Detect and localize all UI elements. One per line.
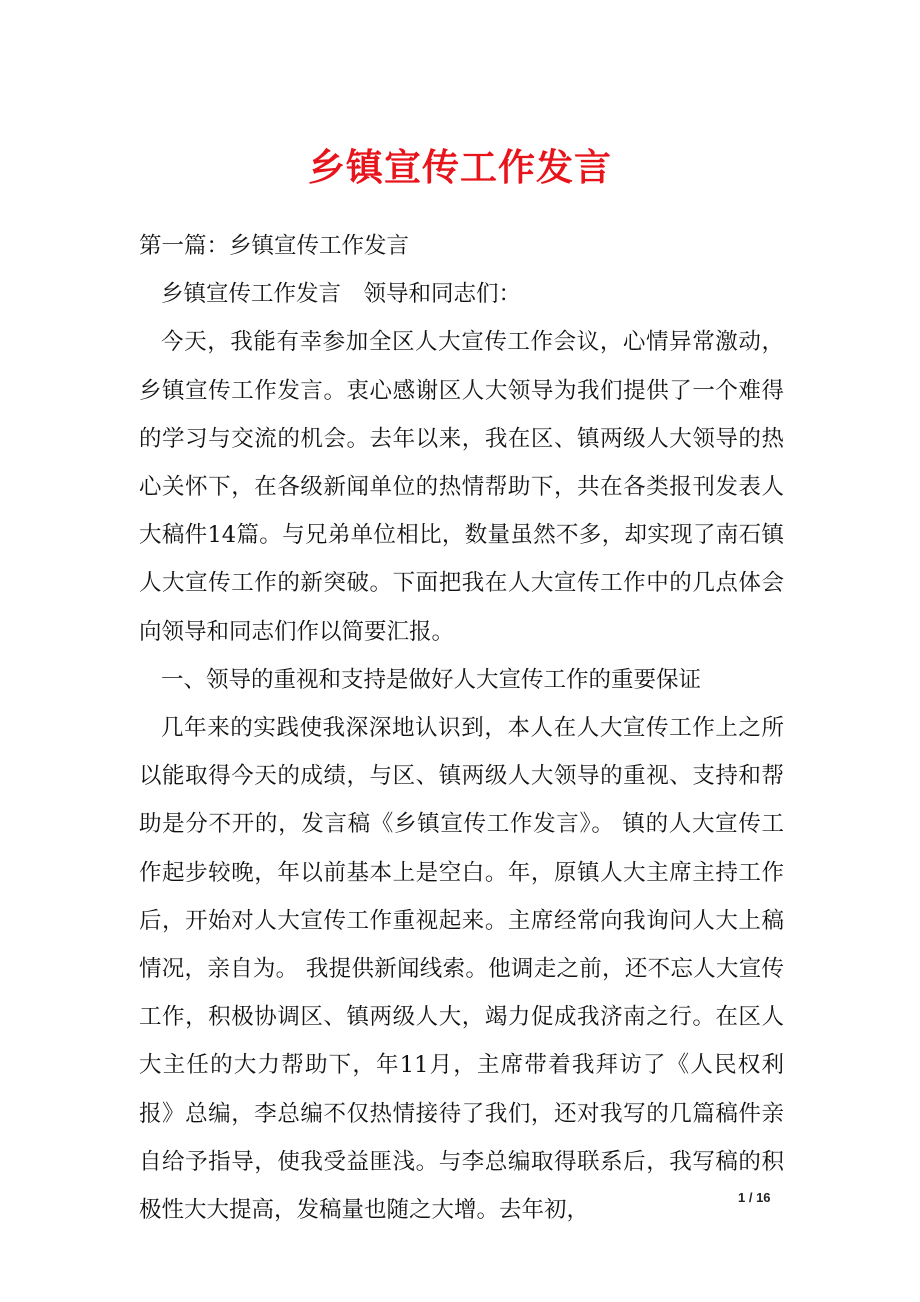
paragraph-1: 今天，我能有幸参加全区人大宣传工作会议，心情异常激动，乡镇宣传工作发言。衷心感谢区人大领导为我们提供了一个难得的学习与交流的机会。去年以来，我在区、镇两级人大领导的热心关怀下，在各级新闻单位的热情帮助下，共在各类报刊发表人大稿件14篇。与兄弟单位相比，数量虽然不多，却实现了南石镇人大宣传工作的新突破。下面把我在人大宣传工作中的几点体会向领导和同志们作以简要汇报。 [139, 329, 784, 645]
section-heading: 第一篇：乡镇宣传工作发言 [139, 233, 410, 259]
subheading-1: 一、领导的重视和支持是做好人大宣传工作的重要保证 [161, 666, 702, 693]
page-number: 1 / 16 [738, 1190, 771, 1205]
document-body [139, 222, 784, 1234]
salutation-line: 乡镇宣传工作发言 领导和同志们： [161, 281, 522, 308]
document-title: 乡镇宣传工作发言 [308, 145, 612, 189]
paragraph-2: 几年来的实践使我深深地认识到，本人在人大宣传工作上之所以能取得今天的成绩，与区、镇两级人大领导的重视、支持和帮助是分不开的，发言稿《乡镇宣传工作发言》。 镇的人大宣传工作起步较晚，年以前基本上是空白。年，原镇人大主席主持工作后，开始对人大宣传工作重视起来。主席经常向我询问人大上稿情况，亲自为。 我提供新闻线索。他调走之前，还不忘人大宣传工作，积极协调区、镇两级人大，竭力促成我济南之行。在区人大主任的大力帮助下，年11月，主席带着我拜访了《人民权利报》总编，李总编不仅热情接待了我们，还对我写的几篇稿件亲自给予指导，使我受益匪浅。与李总编取得联系后，我写稿的积极性大大提高，发稿量也随之大增。去年初， [139, 715, 784, 1224]
